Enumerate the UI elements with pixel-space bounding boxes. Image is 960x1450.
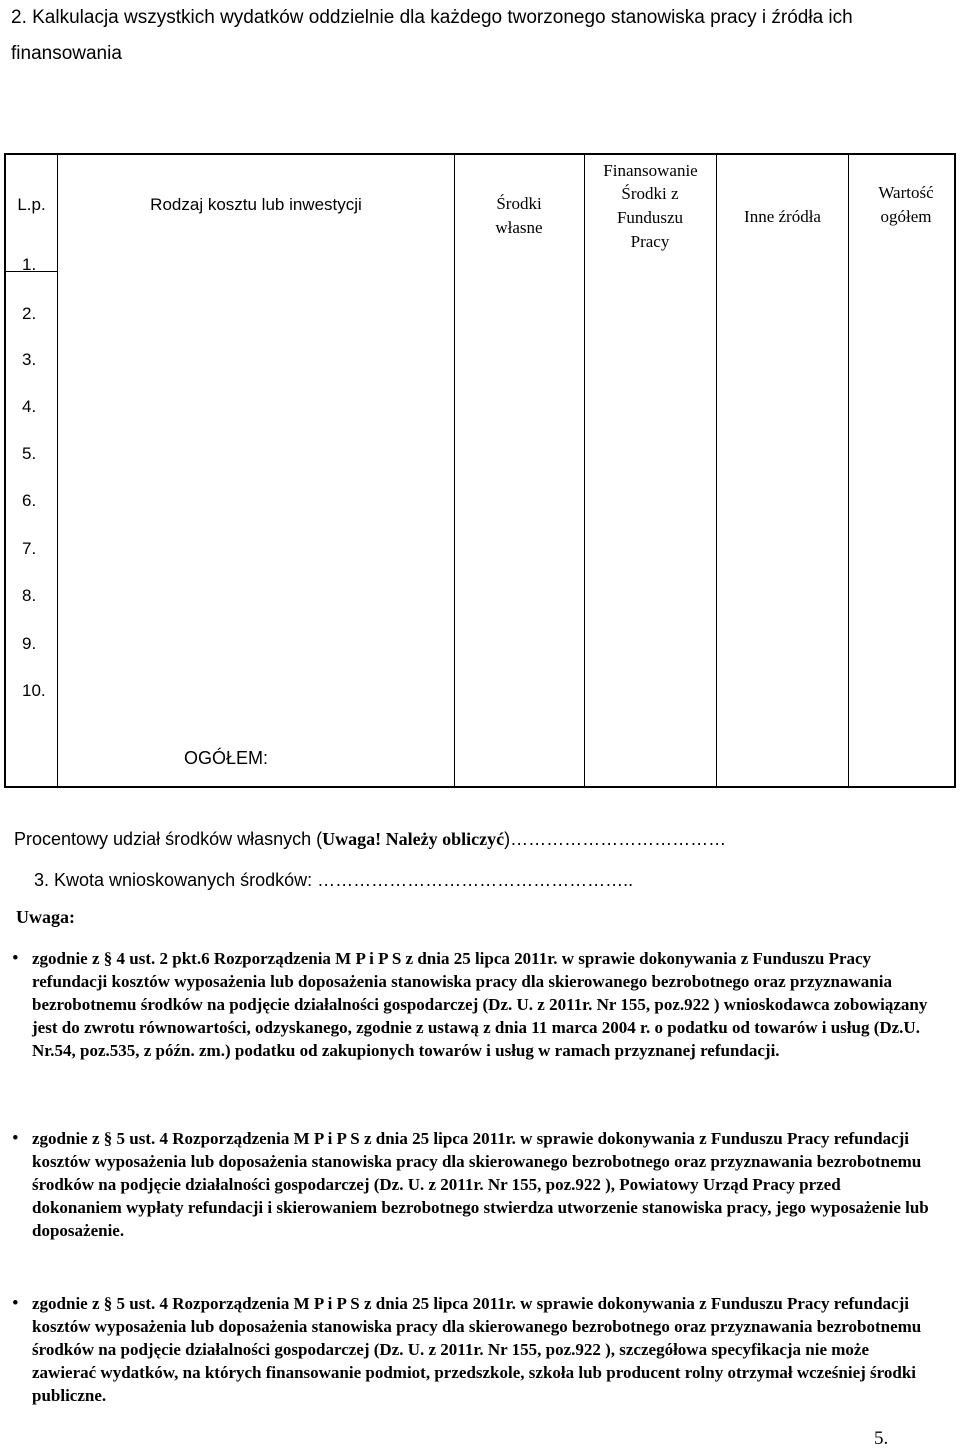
percent-line-prefix: Procentowy udział środków własnych ( [14,829,323,849]
bullet-dot: • [12,1293,19,1314]
bullet-item [12,1292,932,1407]
section-heading [11,0,951,72]
row-number: 1. [22,255,37,274]
row-number: 5. [22,444,37,463]
uwaga-label: Uwaga: [16,907,75,927]
percent-line-note: Uwaga! Należy obliczyć [322,829,505,849]
header-wartosc-ogolem: Wartość ogółem [878,183,934,226]
percent-line [14,829,726,850]
row-number: 8. [22,586,37,605]
col-divider [584,155,585,786]
bullet-text: zgodnie z § 5 ust. 4 Rozporządzenia M P i P S z dnia 25 lipca 2011r. w sprawie dokonywania z Funduszu Pracy refundacji kosztów wyposażenia lub doposażenia stanowiska pracy dla skierowanego bezrobotnego oraz przyznawania bezrobotnemu środków na podjęcie działalności gospodarczej (Dz. U. z 2011r. Nr 155, poz.922 ), szczegółowa specyfikacja nie może zawierać wydatków, na których finansowanie podmiot, przedszkole, szkoła lub producent rolny otrzymał wcześniej środki publiczne. [32,1294,922,1405]
header-finansowanie: Finansowanie [603,161,698,180]
header-inne-zrodla: Inne źródła [744,207,821,226]
cost-table [4,153,956,788]
section-heading-line1: 2. Kalkulacja wszystkich wydatków oddzielnie dla każdego tworzonego stanowiska pracy i źródła ich [11,7,853,28]
bullet-text: zgodnie z § 5 ust. 4 Rozporządzenia M P i P S z dnia 25 lipca 2011r. w sprawie dokonywania z Funduszu Pracy refundacji kosztów wyposażenia lub doposażenia stanowiska pracy dla skierowanego bezrobotnego oraz przyznawania bezrobotnemu środków na podjęcie działalności gospodarczej (Dz. U. z 2011r. Nr 155, poz.922 ), Powiatowy Urząd Pracy przed dokonaniem wypłaty refundacji i skierowaniem bezrobotnego stwierdza utworzenie stanowiska pracy, jego wyposażenie lub doposażenie. [32,1129,929,1240]
header-rodzaj: Rodzaj kosztu lub inwestycji [150,195,362,214]
row-number: 7. [22,539,37,558]
total-label: OGÓŁEM: [184,748,269,768]
header-lp: L.p. [17,195,46,214]
bullet-text: zgodnie z § 4 ust. 2 pkt.6 Rozporządzenia M P i P S z dnia 25 lipca 2011r. w sprawie dokonywania z Funduszu Pracy refundacji kosztów wyposażenia lub doposażenia stanowiska pracy dla skierowanego bezrobotnego oraz przyznawania bezrobotnemu środków na podjęcie działalności gospodarczej (Dz. U. z 2011r. Nr 155, poz.922 ) wnioskodawca zobowiązany jest do zwrotu równowartości, odzyskanego, zgodnie z ustawą z dnia 11 marca 2004 r. o podatku od towarów i usług (Dz.U. Nr.54, poz.535, z późn. zm.) podatku od zakupionych towarów i usług w ramach przyznanej refundacji. [32,949,928,1060]
row-number: 3. [22,350,37,369]
section-heading-line2: finansowania [11,43,122,64]
header-srodki-wlasne: Środki własne [495,194,543,237]
header-fundusz-pracy: Środki z Funduszu Pracy [616,184,684,251]
row-number: 4. [22,397,37,416]
row-number: 9. [22,634,37,653]
page-number: 5. [874,1428,889,1449]
col-divider [848,155,849,786]
amount-line: 3. Kwota wnioskowanych środków: …………………………………………….. [34,870,634,890]
col-divider [716,155,717,786]
bullet-item [12,947,932,1062]
row-number: 2. [22,304,37,323]
bullet-dot: • [12,1128,19,1149]
percent-line-suffix: )……………………………… [504,829,727,849]
row-number: 10. [22,681,46,700]
row-number: 6. [22,491,37,510]
col-divider [454,155,455,786]
bullet-dot: • [12,948,19,969]
col-divider [57,155,58,786]
bullet-item [12,1127,932,1242]
